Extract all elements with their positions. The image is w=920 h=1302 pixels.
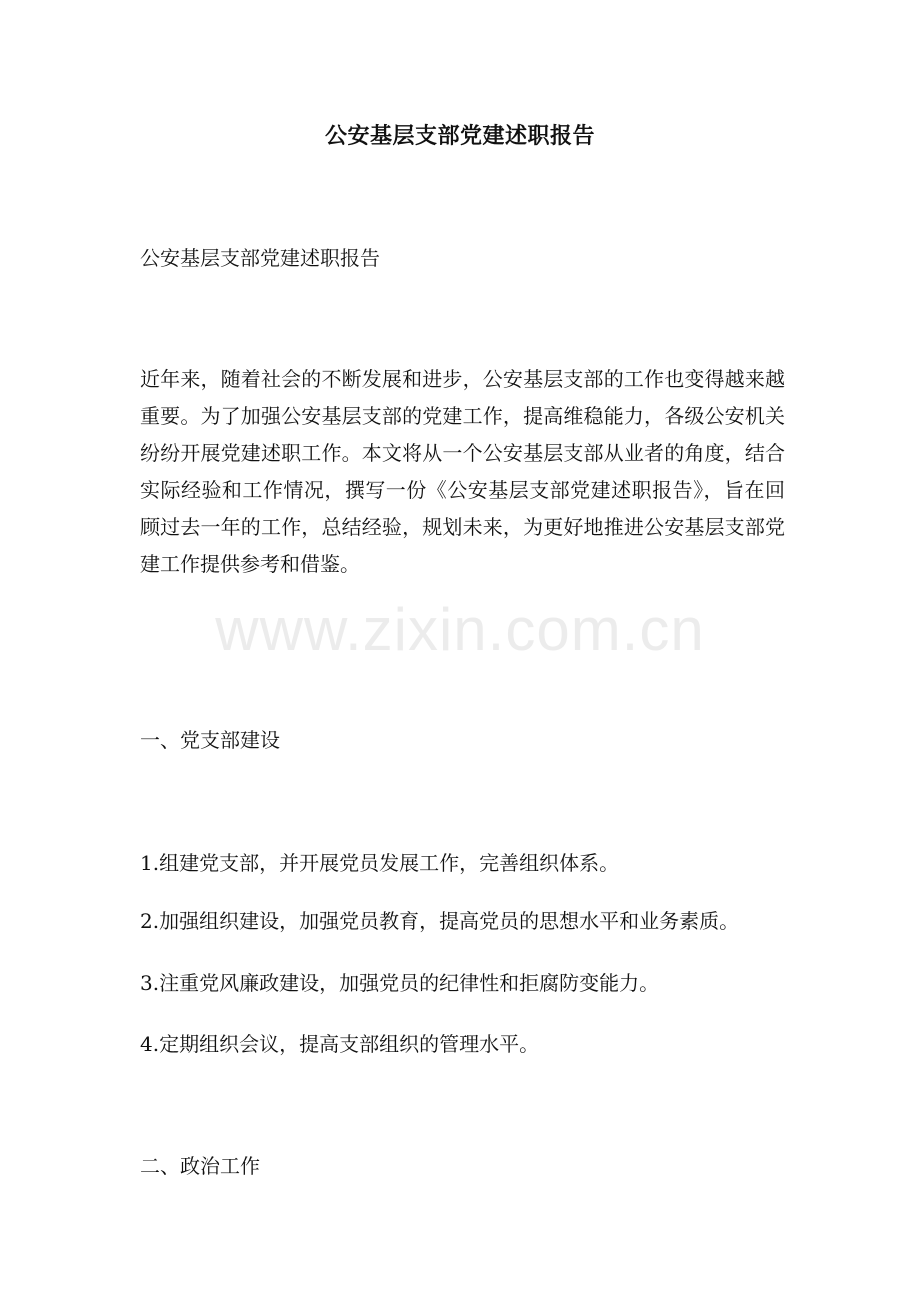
list-item: 3.注重党风廉政建设，加强党员的纪律性和拒腐防变能力。 [140,971,660,995]
document-title: 公安基层支部党建述职报告 [324,123,595,149]
watermark: www.zixin.com.cn [215,596,705,663]
list-item: 1.组建党支部，并开展党员发展工作，完善组织体系。 [140,851,620,875]
section-heading-political-work: 二、政治工作 [140,1154,260,1178]
intro-paragraph: 近年来，随着社会的不断发展和进步，公安基层支部的工作也变得越来越重要。为了加强公安基层支部的党建工作，提高维稳能力，各级公安机关纷纷开展党建述职工作。本文将从一个公安基层支部从业者的角度，结合实际经验和工作情况，撰写一份《公安基层支部党建述职报告》，旨在回顾过去一年的工作，总结经验，规划未来，为更好地推进公安基层支部党建工作提供参考和借鉴。 [140,367,785,576]
list-item: 4.定期组织会议，提高支部组织的管理水平。 [140,1032,540,1056]
section-heading-party-branch: 一、党支部建设 [140,728,280,752]
list-item: 2.加强组织建设，加强党员教育，提高党员的思想水平和业务素质。 [140,909,740,933]
document-subtitle: 公安基层支部党建述职报告 [140,246,380,270]
